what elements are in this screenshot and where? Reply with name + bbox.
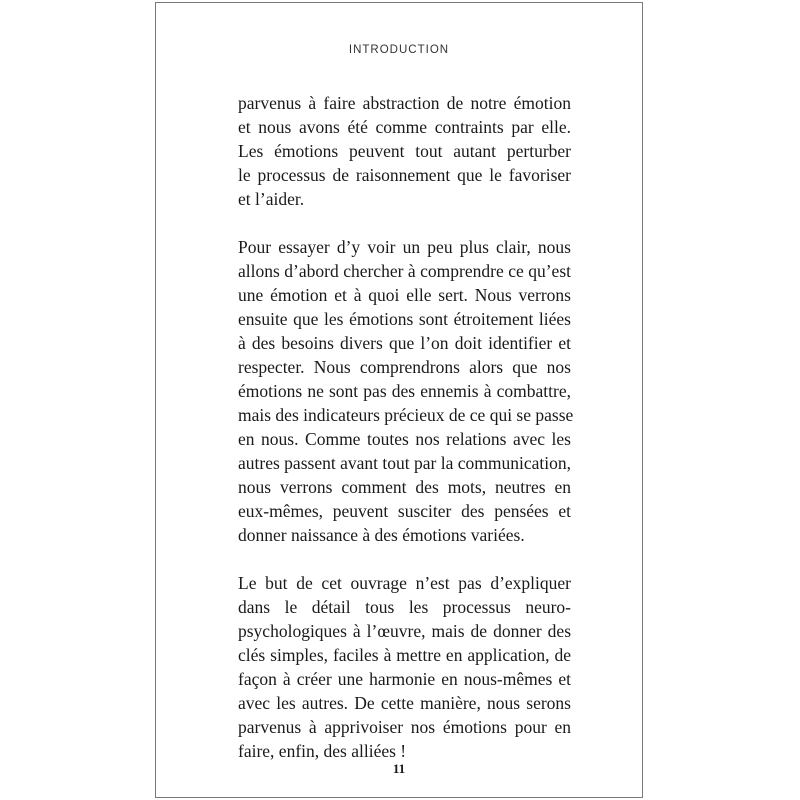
body-text [238, 91, 574, 763]
running-head: INTRODUCTION [348, 44, 450, 56]
text-line: respecter. Nous comprendrons alors que nos [238, 357, 571, 377]
text-line: avec les autres. De cette manière, nous serons [238, 693, 571, 713]
text-line: nous verrons comment des mots, neutres en [238, 477, 571, 497]
text-line: façon à créer une harmonie en nous-mêmes et [238, 669, 571, 689]
text-line: faire, enfin, des alliées ! [238, 741, 407, 761]
text-line: parvenus à apprivoiser nos émotions pour en [238, 717, 571, 737]
text-line: donner naissance à des émotions variées. [238, 525, 525, 545]
text-line: et nous avons été comme contraints par elle. [238, 117, 571, 137]
page-number: 11 [392, 761, 406, 776]
text-line: émotions ne sont pas des ennemis à combattre, [238, 381, 571, 401]
text-line: parvenus à faire abstraction de notre émotion [238, 93, 571, 113]
text-line: en nous. Comme toutes nos relations avec les [238, 429, 571, 449]
text-line: ensuite que les émotions sont étroitement liées [238, 309, 571, 329]
text-line: autres passent avant tout par la communication, [238, 453, 571, 473]
text-line: Les émotions peuvent tout autant perturber [238, 141, 571, 161]
book-page [155, 2, 643, 798]
text-line: eux-mêmes, peuvent susciter des pensées et [238, 501, 571, 521]
text-line: allons d’abord chercher à comprendre ce qu’est [238, 261, 571, 281]
text-line: mais des indicateurs précieux de ce qui se passe [238, 405, 574, 425]
text-line: à des besoins divers que l’on doit identifier et [238, 333, 571, 353]
text-line: une émotion et à quoi elle sert. Nous verrons [238, 285, 571, 305]
text-line: le processus de raisonnement que le favoriser [238, 165, 571, 185]
text-line: psychologiques à l’œuvre, mais de donner des [238, 621, 571, 641]
text-line: et l’aider. [238, 189, 305, 209]
text-line: clés simples, faciles à mettre en application, de [238, 645, 571, 665]
paragraph-gap [238, 547, 571, 571]
text-line: Le but de cet ouvrage n’est pas d’expliquer [238, 573, 571, 593]
text-line: Pour essayer d’y voir un peu plus clair, nous [238, 237, 571, 257]
paragraph-gap [238, 211, 571, 235]
text-line: dans le détail tous les processus neuro- [238, 597, 571, 617]
